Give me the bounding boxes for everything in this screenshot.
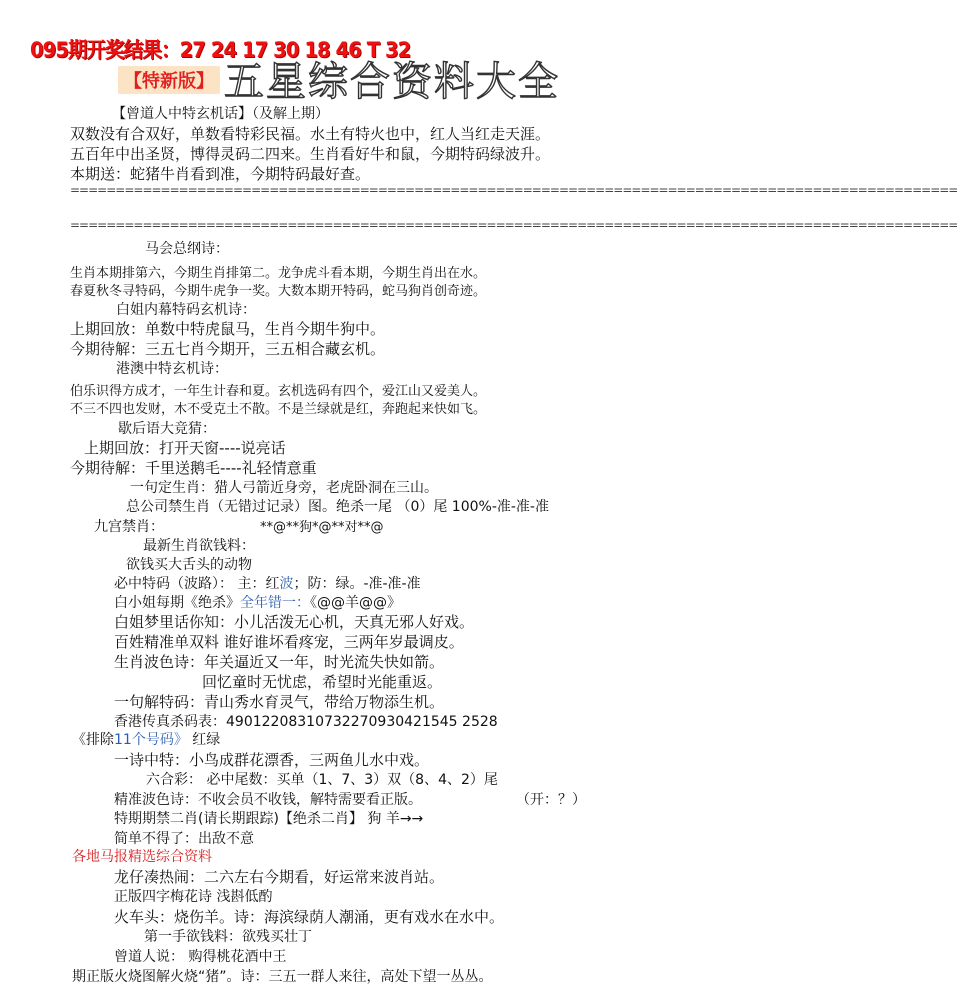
section-title-baijie: 白姐内幕特码玄机诗： [116,302,256,318]
text-line: 百姓精准单双料 谁好谁坏看疼宠，三两年岁最调皮。 [114,633,464,651]
text-line: 期正版火烧图解火烧“猪”。诗：三五一群人来往，高处下望一丛丛。 [72,969,493,985]
text-line [72,729,220,749]
text-fragment: 《@@羊@@》 [310,595,401,611]
text-line: 生肖波色诗：年关逼近又一年，时光流失快如箭。 [114,653,445,671]
text-fragment: 11 [114,732,132,748]
page-title: 五星综合资料大全 [224,59,560,105]
text-line [114,592,401,612]
text-line: 一句解特码：青山秀水育灵气，带给万物添生机。 [114,693,445,711]
text-fragment: 波 [279,576,294,592]
section-title-zengdaoren: 【曾道人中特玄机话】（及解上期） [112,106,329,122]
text-line: 曾道人说： 购得桃花酒中王 [114,949,287,965]
section-title-xiehouyu: 歇后语大竞猜： [118,421,216,437]
section-title-mahui: 马会总纲诗： [145,241,229,257]
text-line: 火车头：烧伤羊。诗：海滨绿荫人潮涌，更有戏水在水中。 [114,908,505,926]
text-fragment: 必中特码（波路）： 主：红 [114,576,280,592]
text-line: 第一手欲钱料：欲残买壮丁 [144,929,312,945]
text-line: 一诗中特：小鸟成群花漂香，三两鱼儿水中戏。 [114,751,430,769]
edition-badge: 【特新版】 [118,66,220,94]
text-fragment: 全年错一： [240,595,310,611]
text-line: 五百年中出圣贤，博得灵码二四来。生肖看好牛和鼠，今期特码绿波升。 [70,145,551,163]
text-line: 春夏秋冬寻特码，今期牛虎争一奖。大数本期开特码，蛇马狗肖创奇迹。 [70,284,487,299]
text-line: 香港传真杀码表：49012208310732270930421545 2528 [114,714,498,730]
text-line: 龙仔凑热闹：二六左右今期看，好运常来波肖站。 [114,868,445,886]
text-line: 简单不得了：出敌不意 [114,831,254,847]
text-fragment: ；防：绿。-准-准-准 [293,576,421,592]
text-line: 上期回放：打开天窗----说亮话 [84,439,286,457]
text-fragment: 红绿 [192,732,221,748]
text-line: 白姐梦里话你知：小儿活泼无心机，天真无邪人好戏。 [114,613,475,631]
section-title-mabao: 各地马报精选综合资料 [72,849,212,865]
jiugong-label: 九宫禁肖： [94,519,164,535]
text-line: 本期送：蛇猪牛肖看到准，今期特码最好查。 [70,165,371,183]
text-line: 特期期禁二肖(请长期跟踪)【绝杀二肖】 狗 羊→→ [114,811,424,827]
text-line: （开：？） [516,792,586,808]
text-line: 一句定生肖：猎人弓箭近身旁，老虎卧洞在三山。 [130,480,438,496]
section-title-gangao: 港澳中特玄机诗： [116,361,228,377]
text-line: 精准波色诗：不收会员不收钱，解特需要看正版。 [114,792,422,808]
jiugong-value: **@**狗*@**对**@ [260,520,384,535]
separator-line: ================================================================================================== [70,218,957,232]
text-line [114,573,421,593]
text-fragment: 个号码》 [131,732,188,748]
separator-line: ================================================================================================== [70,183,957,197]
text-line: 生肖本期排第六，今期生肖排第二。龙争虎斗看本期，今期生肖出在水。 [70,266,487,281]
text-line: 总公司禁生肖（无错过记录）图。绝杀一尾 （0）尾 100%-准-准-准 [126,499,549,515]
text-line: 正版四字梅花诗 浅斟低酌 [114,889,273,905]
text-line: 不三不四也发财，木不受克土不散。不是兰绿就是红，奔跑起来快如飞。 [70,402,487,417]
text-line: 六合彩： 必中尾数：买单（1、7、3）双（8、4、2）尾 [146,772,498,788]
lottery-result-banner: 095期开奖结果：27 24 17 30 18 46 T 32 [30,38,411,62]
text-line: 回忆童时无忧虑，希望时光能重返。 [202,673,443,691]
text-fragment: 《排除 [72,732,114,748]
section-title-yuqian: 最新生肖欲钱料： [143,538,255,554]
text-line: 欲钱买大舌头的动物 [126,557,252,573]
text-line: 今期待解：千里送鹅毛----礼轻情意重 [70,459,317,477]
text-line: 今期待解：三五七肖今期开，三五相合藏玄机。 [70,340,386,358]
text-line: 上期回放：单数中特虎鼠马，生肖今期牛狗中。 [70,320,386,338]
text-fragment: 白小姐每期《绝杀》 [114,595,240,611]
text-line: 双数没有合双好，单数看特彩民福。水土有特火也中，红人当红走天涯。 [70,125,551,143]
text-line: 伯乐识得方成才，一年生计春和夏。玄机选码有四个，爱江山又爱美人。 [70,384,487,399]
